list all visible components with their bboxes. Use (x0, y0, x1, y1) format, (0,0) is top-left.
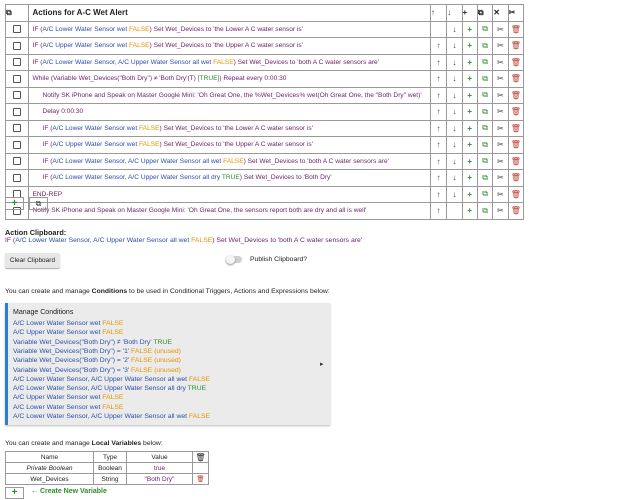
var-name: Private Boolean (6, 463, 94, 474)
cut-icon[interactable]: ✂ (497, 41, 504, 51)
action-row[interactable] (6, 170, 524, 187)
action-text[interactable]: IF (A/C Lower Water Sensor, A/C Upper Water Sensor all dry TRUE) Set Wet_Devices to 'Both Dry' (28, 170, 430, 187)
condition-item[interactable]: A/C Lower Water Sensor wet FALSE (13, 403, 124, 411)
delete-icon[interactable]: 🗑 (510, 173, 521, 183)
insert-action-icon[interactable]: + (467, 24, 473, 34)
row-checkbox[interactable] (13, 58, 21, 66)
move-up-icon[interactable]: ↑ (436, 140, 441, 150)
condition-item[interactable]: A/C Upper Water Sensor wet FALSE (13, 394, 124, 402)
condition-item[interactable]: Variable Wet_Devices("Both Dry") = '2' FALSE (unused) (13, 357, 181, 365)
manage-conditions-box[interactable] (5, 303, 330, 425)
clipboard-heading: Action Clipboard: (5, 228, 67, 237)
paste-action-button[interactable]: ⧉ (29, 197, 48, 210)
delete-icon[interactable]: 🗑 (510, 57, 521, 67)
action-row[interactable] (6, 104, 524, 121)
copy-action-icon[interactable]: ⧉ (482, 57, 488, 67)
cut-icon[interactable]: ✂ (497, 123, 504, 133)
col-value: Value (127, 452, 193, 463)
move-up-icon[interactable]: ↑ (436, 74, 441, 84)
move-up-icon[interactable]: ↑ (436, 90, 441, 100)
copy-action-icon[interactable]: ⧉ (482, 172, 488, 182)
action-text[interactable]: Notify SK iPhone and Speak on Master Google Mini: 'Oh Great One, the sensors report both are dry and all is well' (28, 203, 430, 220)
condition-item[interactable]: A/C Lower Water Sensor, A/C Upper Water Sensor all wet FALSE (13, 413, 211, 420)
cut-icon[interactable]: ✂ (497, 107, 504, 117)
action-text[interactable]: END-REP (28, 186, 430, 203)
insert-action-icon[interactable]: + (467, 140, 473, 150)
move-up-icon[interactable]: ↑ (436, 41, 441, 51)
row-checkbox[interactable] (13, 75, 21, 83)
copy-all-icon[interactable]: ⧉ (6, 7, 12, 17)
action-row[interactable] (6, 54, 524, 71)
create-new-variable-link[interactable]: ← Create New Variable (31, 488, 107, 495)
add-icon[interactable]: + (462, 8, 468, 18)
delete-icon[interactable]: 🗑 (510, 24, 521, 34)
delete-icon[interactable]: 🗑 (510, 41, 521, 51)
var-type: Boolean (94, 463, 127, 474)
condition-item[interactable]: A/C Lower Water Sensor, A/C Upper Water Sensor all wet FALSE (13, 375, 211, 383)
insert-action-icon[interactable]: + (467, 74, 473, 84)
action-text[interactable]: IF (A/C Lower Water Sensor, A/C Upper Water Sensor all wet FALSE) Set Wet_Devices to 'both A C water sensors are' (28, 54, 430, 71)
cut-icon[interactable]: ✂ (497, 57, 504, 67)
copy-action-icon[interactable]: ⧉ (482, 106, 488, 116)
copy-icon[interactable]: ⧉ (477, 7, 484, 17)
cut-icon[interactable]: ✂ (497, 156, 504, 166)
move-up-icon[interactable]: ↑ (436, 206, 441, 216)
action-text[interactable]: IF (A/C Upper Water Sensor wet FALSE) Set Wet_Devices to 'the Upper A C water sensor is' (28, 38, 430, 55)
condition-item[interactable]: A/C Lower Water Sensor, A/C Upper Water Sensor all dry TRUE (13, 385, 207, 393)
action-text[interactable]: Notify SK iPhone and Speak on Master Google Mini: 'Oh Great One, the %Wet_Devices% wet(Oh Great One, the "Both Dry" wet)' (28, 87, 430, 104)
move-down-icon[interactable]: ↓ (452, 74, 457, 84)
move-down-icon[interactable]: ↓ (452, 189, 457, 199)
action-row[interactable] (6, 87, 524, 104)
row-checkbox[interactable] (13, 174, 21, 182)
col-name: Name (6, 452, 94, 463)
copy-action-icon[interactable]: ⧉ (482, 73, 488, 83)
action-text[interactable]: Delay 0:00:30 (28, 104, 430, 121)
move-up-icon[interactable]: ↑ (436, 156, 441, 166)
action-text[interactable]: IF (A/C Lower Water Sensor wet FALSE) Set Wet_Devices to 'the Lower A C water sensor is' (28, 21, 430, 38)
col-type: Type (94, 452, 127, 463)
move-up-icon[interactable]: ↑ (436, 57, 441, 67)
move-down-icon[interactable]: ↓ (452, 123, 457, 133)
move-up-icon[interactable]: ↑ (436, 173, 441, 183)
publish-clipboard-toggle[interactable] (227, 256, 242, 263)
action-text[interactable]: IF (A/C Upper Water Sensor wet FALSE) Set Wet_Devices to 'the Upper A C water sensor is' (28, 137, 430, 154)
cut-icon[interactable]: ✂ (497, 173, 504, 183)
move-up-icon[interactable]: ↑ (430, 8, 435, 18)
cut-icon[interactable]: ✂ (497, 90, 504, 100)
cut-icon[interactable]: ✂ (497, 189, 504, 199)
expand-arrow-icon[interactable]: ▸ (320, 361, 324, 368)
publish-clipboard-label: Publish Clipboard? (250, 256, 308, 263)
variables-table (5, 451, 209, 485)
move-down-icon[interactable]: ↓ (452, 173, 457, 183)
action-row[interactable] (6, 137, 524, 154)
add-variable-button[interactable]: + (5, 487, 24, 499)
close-icon[interactable]: ✕ (493, 8, 500, 18)
variables-header-row (6, 452, 209, 463)
insert-action-icon[interactable]: + (467, 206, 473, 216)
row-checkbox[interactable] (13, 25, 21, 33)
copy-action-icon[interactable]: ⧉ (482, 123, 488, 133)
action-row[interactable] (6, 186, 524, 203)
copy-action-icon[interactable]: ⧉ (482, 189, 488, 199)
action-text[interactable]: IF (A/C Lower Water Sensor, A/C Upper Water Sensor all wet FALSE) Set Wet_Devices to 'both A C water sensors are' (28, 153, 430, 170)
move-up-icon[interactable]: ↑ (436, 189, 441, 199)
action-text[interactable]: IF (A/C Lower Water Sensor wet FALSE) Set Wet_Devices to 'the Lower A C water sensor is' (28, 120, 430, 137)
manage-conditions-title: Manage Conditions (13, 309, 74, 316)
action-row[interactable] (6, 21, 524, 38)
move-down-icon[interactable]: ↓ (447, 8, 452, 18)
action-row[interactable] (6, 71, 524, 88)
row-checkbox[interactable] (13, 157, 21, 165)
clear-clipboard-button[interactable]: Clear Clipboard (5, 253, 60, 268)
row-checkbox[interactable] (13, 91, 21, 99)
cut-icon[interactable]: ✂ (497, 140, 504, 150)
delete-icon[interactable]: 🗑 (510, 90, 521, 100)
copy-action-icon[interactable]: ⧉ (482, 40, 488, 50)
move-down-icon[interactable]: ↓ (452, 57, 457, 67)
variables-intro: You can create and manage Local Variables below: (5, 440, 163, 447)
delete-icon[interactable]: 🗑 (510, 140, 521, 150)
row-checkbox[interactable] (13, 124, 21, 132)
var-value[interactable]: true (127, 463, 193, 474)
action-row[interactable] (6, 203, 524, 220)
condition-item[interactable]: Variable Wet_Devices("Both Dry") = '3' FALSE (unused) (13, 366, 181, 374)
cut-icon[interactable]: ✂ (497, 24, 504, 34)
insert-action-icon[interactable]: + (467, 173, 473, 183)
row-checkbox[interactable] (13, 42, 21, 50)
move-down-icon[interactable]: ↓ (452, 41, 457, 51)
insert-action-icon[interactable]: + (467, 107, 473, 117)
copy-action-icon[interactable]: ⧉ (482, 156, 488, 166)
copy-action-icon[interactable]: ⧉ (482, 139, 488, 149)
insert-action-icon[interactable]: + (467, 123, 473, 133)
condition-item[interactable]: A/C Upper Water Sensor wet FALSE (13, 329, 124, 337)
copy-action-icon[interactable]: ⧉ (482, 205, 488, 215)
cut-icon[interactable]: ✂ (508, 8, 516, 18)
clipboard-content: IF (A/C Lower Water Sensor, A/C Upper Water Sensor all wet FALSE) Set Wet_Devices to 'both A C water sensors are' (5, 237, 363, 244)
actions-header-row (6, 5, 524, 22)
move-down-icon[interactable]: ↓ (452, 156, 457, 166)
move-down-icon[interactable]: ↓ (452, 24, 457, 34)
delete-icon[interactable]: 🗑 (510, 74, 521, 84)
condition-item[interactable]: A/C Lower Water Sensor wet FALSE (13, 320, 124, 327)
cut-icon[interactable]: ✂ (497, 206, 504, 216)
conditions-intro: You can create and manage Conditions to be used in Conditional Triggers, Actions and Expressions below: (5, 288, 330, 295)
delete-icon[interactable]: 🗑 (510, 107, 521, 117)
action-text[interactable]: While (Variable Wet_Devices("Both Dry") ≠ 'Both Dry'(T) [TRUE]) Repeat every 0:00:30 (28, 71, 430, 88)
add-action-button[interactable]: + (5, 197, 24, 210)
actions-title: Actions for A-C Wet Alert (28, 5, 430, 22)
insert-action-icon[interactable]: + (467, 41, 473, 51)
delete-icon[interactable]: 🗑 (510, 189, 521, 199)
table-row[interactable] (6, 474, 209, 485)
delete-variable-icon[interactable]: 🗑 (196, 476, 205, 483)
action-row[interactable] (6, 153, 524, 170)
trash-header-icon[interactable]: 🗑 (193, 452, 209, 463)
delete-icon[interactable]: 🗑 (510, 206, 521, 216)
var-name: Wet_Devices (6, 474, 94, 485)
move-down-icon[interactable]: ↓ (452, 140, 457, 150)
insert-action-icon[interactable]: + (467, 189, 473, 199)
copy-action-icon[interactable]: ⧉ (482, 90, 488, 100)
actions-table (5, 4, 524, 220)
row-checkbox[interactable] (13, 108, 21, 116)
condition-item[interactable]: Variable Wet_Devices("Both Dry") = '1' FALSE (unused) (13, 347, 181, 355)
insert-action-icon[interactable]: + (467, 57, 473, 67)
move-up-icon[interactable]: ↑ (436, 107, 441, 117)
move-down-icon[interactable]: ↓ (452, 90, 457, 100)
cut-icon[interactable]: ✂ (497, 74, 504, 84)
move-up-icon[interactable]: ↑ (436, 123, 441, 133)
row-checkbox[interactable] (13, 141, 21, 149)
var-type: String (94, 474, 127, 485)
delete-icon[interactable]: 🗑 (510, 123, 521, 133)
table-row[interactable] (6, 463, 209, 474)
copy-action-icon[interactable]: ⧉ (482, 24, 488, 34)
insert-action-icon[interactable]: + (467, 90, 473, 100)
delete-icon[interactable]: 🗑 (510, 156, 521, 166)
insert-action-icon[interactable]: + (467, 156, 473, 166)
var-value[interactable]: "Both Dry" (127, 474, 193, 485)
action-row[interactable] (6, 38, 524, 55)
move-down-icon[interactable]: ↓ (452, 107, 457, 117)
action-row[interactable] (6, 120, 524, 137)
condition-item[interactable]: Variable Wet_Devices("Both Dry") ≠ 'Both Dry' TRUE (13, 338, 172, 346)
